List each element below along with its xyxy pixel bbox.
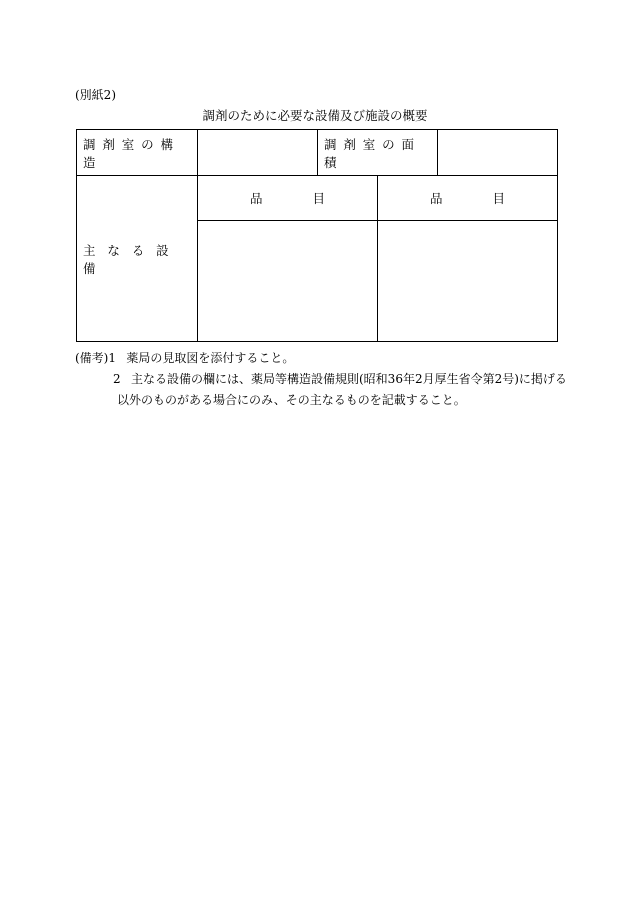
- area-value-cell[interactable]: [438, 130, 558, 176]
- note-item-2: [75, 369, 567, 390]
- column-header-left-char: 品: [430, 191, 443, 206]
- structure-label: 調剤室の構造: [77, 130, 198, 176]
- equipment-items-cell-1[interactable]: [198, 221, 378, 342]
- area-label: 調剤室の面積: [318, 130, 438, 176]
- column-header-right-char: 目: [312, 191, 325, 206]
- note-item-1: [75, 348, 567, 369]
- note-number: 1: [108, 351, 117, 365]
- column-header-items-1: [198, 176, 378, 221]
- note-continuation: 以外のものがある場合にのみ、その主なるものを記載すること。: [117, 393, 466, 407]
- column-header-left-char: 品: [250, 191, 263, 206]
- notes-prefix: (備考): [75, 351, 109, 365]
- annex-label: (別紙2): [75, 88, 116, 102]
- column-header-right-char: 目: [492, 191, 506, 206]
- notes-section: [75, 348, 567, 411]
- equipment-label: 主なる設備: [77, 176, 198, 342]
- document-title: 調剤のために必要な設備及び施設の概要: [202, 108, 428, 123]
- note-text: 薬局の見取図を添付すること。: [126, 351, 295, 365]
- note-number: 2: [113, 372, 121, 386]
- equipment-items-cell-2[interactable]: [378, 221, 558, 342]
- column-header-items-2: [378, 176, 558, 221]
- equipment-form-table: [76, 129, 558, 342]
- structure-value-cell[interactable]: [198, 130, 318, 176]
- note-text: 主なる設備の欄には、薬局等構造設備規則(昭和36年2月厚生省令第2号)に掲げる: [131, 372, 567, 386]
